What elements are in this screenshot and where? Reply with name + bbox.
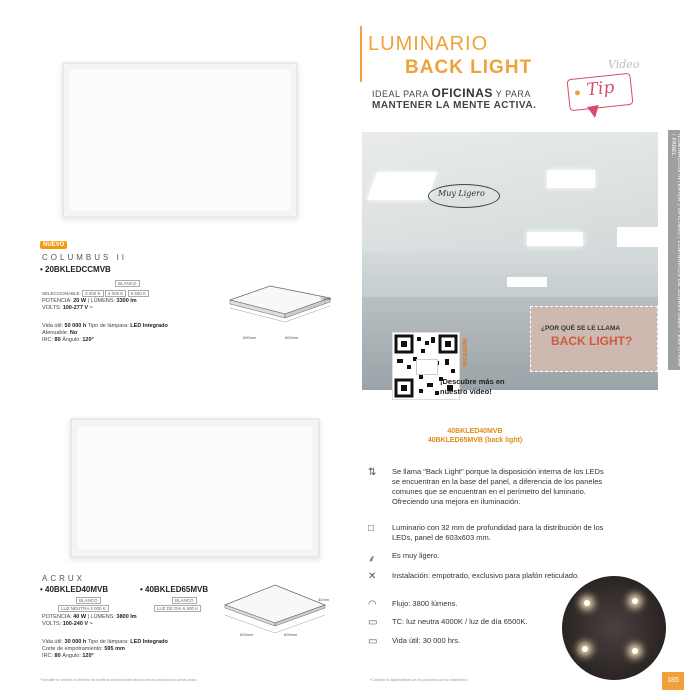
updown-arrows-icon: ⇅ [368, 467, 377, 478]
video-label: Video [608, 58, 640, 71]
category-sidebar: ILUMINACIÓN INTERIOR | OFICINAS | LUMINARIOS DE SOBREPONER / EMPOTRAR / PANEL [668, 130, 680, 370]
acrux-dim-depth: 600mm [284, 632, 298, 637]
columbus-dim-height: 75mm [320, 296, 332, 301]
title-line1: LUMINARIO [368, 33, 489, 55]
gauge-icon: ◠ [368, 599, 377, 610]
acrux-model-a: • 40BKLED40MVB [40, 585, 109, 594]
columbus-family: COLUMBUS II [42, 253, 128, 262]
columbus-panel-image [62, 62, 298, 218]
feature-item [368, 551, 668, 563]
feature-item [368, 523, 668, 545]
feature-text: Flujo: 3800 lúmens. [392, 599, 458, 608]
acrux-dimension-drawing [220, 575, 330, 640]
ceiling-panel [547, 170, 595, 188]
feature-text: Es muy ligero. [392, 551, 440, 560]
acrux-light-b: LUZ DE DÍA 6 500 K [154, 605, 201, 612]
feature-text: Luminario con 32 mm de profundidad para la distribución de los LEDs, panel de 603x603 mm. [392, 523, 604, 542]
square-outline-icon: □ [368, 523, 375, 534]
led-dot [632, 598, 638, 604]
columbus-dim-width: 600mm [243, 335, 257, 340]
columbus-model: • 20BKLEDCCMVB [40, 265, 111, 274]
temp-pill: 4 000 K [105, 290, 127, 297]
columbus-specs-bottom: Vida útil: 50 000 h Tipo de lámpara: LED Integrado Atenuable: No IRC: 80 Ángulo: 120° [42, 323, 168, 343]
acrux-light-a: LUZ NEUTRA 4 000 K [58, 605, 109, 612]
feature-text: Se llama "Back Light" porque la disposición interna de los LEDs se encuentran en la base del panel, a diferencia de los paneles comunes que se encuentran en el perímetro del luminario. Ofreciendo una mejora en iluminación. [392, 467, 604, 506]
acrux-pill-b: BLANCO [172, 597, 197, 604]
title-accent-line [360, 26, 362, 82]
back-light-question[interactable]: ¿POR QUÉ SE LE LLAMA BACK LIGHT? [530, 306, 658, 372]
columbus-specs-top: POTENCIA: 20 W | LÚMENS: 3300 lm VOLTS: 100-277 V ~ [42, 298, 137, 311]
acrux-dim-width: 600mm [240, 632, 254, 637]
led-closeup-photo [562, 576, 666, 680]
columbus-color-pill: BLANCO [115, 280, 140, 287]
battery-icon: ▭ [368, 636, 378, 647]
feature-text: Instalación: empotrado, exclusivo para plafón reticulado. [392, 571, 580, 580]
tip-dot-icon [575, 90, 580, 95]
acrux-model-b: • 40BKLED65MVB [140, 585, 209, 594]
columbus-temps [42, 290, 149, 297]
acrux-specs-top: POTENCIA: 40 W | LÚMENS: 3800 lm VOLTS: 100-240 V ~ [42, 614, 137, 627]
footer-left: *Tecnolite se reserva el derecho de modificar la información técnica de los productos sin previo aviso. [40, 678, 198, 682]
acrux-panel-image [70, 418, 320, 558]
ceiling-panel [367, 172, 437, 200]
columbus-dimension-drawing [225, 278, 335, 348]
feature-item [368, 467, 668, 517]
tools-icon: ✕ [368, 571, 377, 582]
columbus-dim-depth: 600mm [285, 335, 299, 340]
feature-text: Vida útil: 30 000 hrs. [392, 636, 461, 645]
feather-icon: ⸙ [368, 554, 376, 565]
new-badge: NUEVO [40, 241, 67, 249]
title-line2: BACK LIGHT [405, 57, 533, 78]
product-codes: 40BKLED40MVB 40BKLED65MVB (back light) [427, 428, 523, 444]
ceiling-panel [507, 277, 547, 287]
ceiling-panel [617, 227, 658, 247]
acrux-specs-bottom: Vida útil: 30 000 h Tipo de lámpara: LED Integrado Corte de empotramiento: 595 mm IRC: 80 Ángulo: 120° [42, 639, 168, 659]
page-number: 185 [662, 672, 684, 690]
qr-brand-badge [416, 359, 438, 375]
muy-ligero-text: Muy Ligero [438, 189, 485, 198]
ceiling-panel [527, 232, 583, 246]
temp-pill: 6 500 K [128, 290, 150, 297]
acrux-dim-height: 32mm [318, 597, 330, 602]
acrux-pill-a: BLANCO [76, 597, 101, 604]
select-label: SELECCIONABLE: [42, 291, 81, 296]
tip-label: Tip [585, 77, 616, 101]
bubble-tail [587, 105, 601, 119]
led-dot [582, 646, 588, 652]
tagline: IDEAL PARA OFICINAS Y PARA MANTENER LA MENTE ACTIVA. [372, 86, 537, 111]
led-dot [584, 600, 590, 606]
video-tip-sticker[interactable] [562, 58, 654, 128]
qr-brand-text: tecnolite [462, 338, 469, 367]
feature-text: TC: luz neutra 4000K / luz de día 6500K. [392, 617, 528, 626]
qr-caption[interactable]: ¡Descubre más en nuestro video! [440, 377, 505, 396]
tip-bubble [567, 73, 634, 112]
acrux-family: ACRUX [42, 574, 86, 583]
led-dot [632, 648, 638, 654]
footer-right: *Consulte la disponibilidad de los productos con su distribuidor. [370, 678, 468, 682]
temp-pill: 3 000 K [82, 290, 104, 297]
color-temp-icon: ▭ [368, 617, 378, 628]
